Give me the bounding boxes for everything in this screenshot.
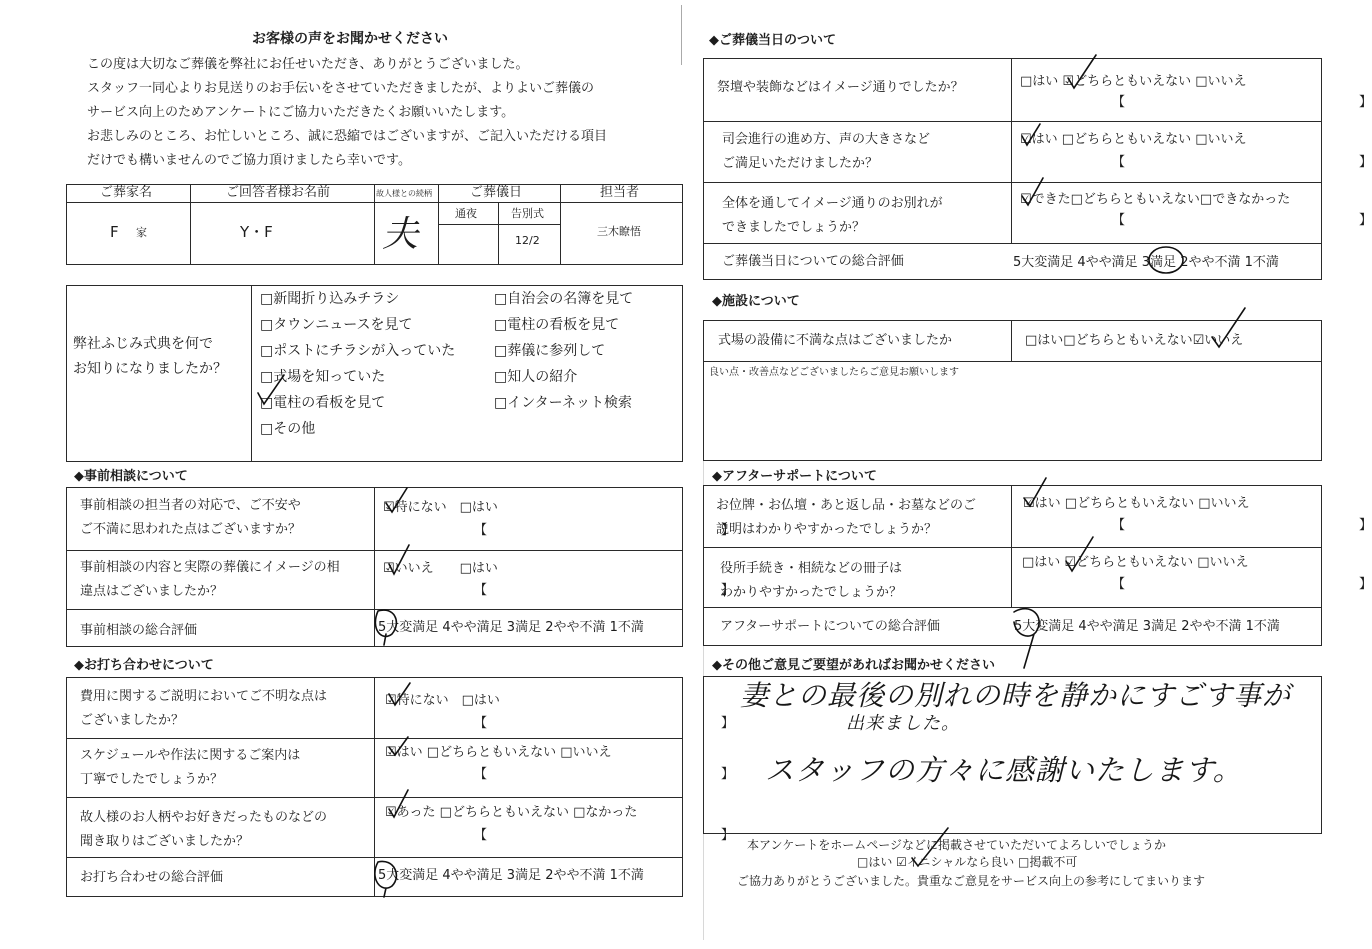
- day-q3-line1: 全体を通してイメージ通りのお別れが: [722, 196, 943, 211]
- after-q1-line1: お位牌・お仏壇・あと返し品・お墓などのご: [716, 498, 977, 513]
- relation-label: 故人様との続柄: [376, 189, 432, 198]
- after-q2-line2: わかりやすかったでしょうか？: [720, 585, 903, 600]
- day-q1: 祭壇や装飾などはイメージ通りでしたか？: [717, 80, 964, 95]
- meet-q1-line1: 費用に関するご説明においてご不明な点は: [80, 689, 328, 704]
- staff-value: 三木瞭悟: [597, 225, 641, 238]
- day-q3-line2: できましたでしょうか？: [722, 220, 866, 235]
- pre-q1-line1: 事前相談の担当者の対応で、ご不安や: [80, 498, 301, 513]
- facility-q1: 式場の設備に不満な点はございましたか: [718, 333, 953, 348]
- after-q2-line1: 役所手続き・相続などの冊子は: [720, 561, 903, 576]
- day-overall-label: ご葬儀当日についての総合評価: [722, 254, 904, 269]
- source-option[interactable]: □ポストにチラシが入っていた: [260, 343, 456, 359]
- day-q2-line1: 司会進行の進め方、声の大きさなど: [722, 132, 931, 147]
- after-q2-options[interactable]: □はい ☑どちらともいえない □いいえ: [1022, 555, 1249, 570]
- source-option[interactable]: □自治会の名簿を見て: [494, 291, 634, 307]
- handwritten-line-1: 妻との最後の別れの時を静かにすごす事が: [740, 679, 1292, 712]
- meet-overall-rating[interactable]: 5大変満足 4やや満足 3満足 2やや不満 1不満: [378, 868, 644, 883]
- after-section-title: ◆アフターサポートについて: [712, 469, 877, 484]
- source-option[interactable]: □タウンニュースを見て: [260, 317, 413, 333]
- meet-q3-line1: 故人様のお人柄やお好きだったものなどの: [80, 810, 328, 825]
- family-value: F: [110, 223, 119, 241]
- pre-q2-options[interactable]: ☑いいえ □はい: [383, 561, 498, 576]
- handwritten-line-2: 出来ました。: [846, 713, 960, 734]
- source-option[interactable]: □式場を知っていた: [260, 369, 386, 385]
- intro-line-5: だけでも構いませんのでご協力頂けましたら幸いです。: [87, 153, 411, 168]
- day-overall-rating[interactable]: 5大変満足 4やや満足 3満足 2やや不満 1不満: [1013, 255, 1279, 270]
- staff-label: 担当者: [600, 185, 640, 200]
- after-q1-options[interactable]: ☑はい □どちらともいえない □いいえ: [1023, 496, 1250, 511]
- meet-section-title: ◆お打ち合わせについて: [74, 658, 214, 673]
- facility-comment-label: 良い点・改善点などございましたらご意見お願いします: [709, 367, 959, 378]
- pre-q2-comment[interactable]: 【 】: [474, 583, 735, 598]
- facility-q1-options[interactable]: □はい□どちらともいえない☑いいえ: [1025, 333, 1244, 348]
- pre-q2-line2: 違点はございましたか？: [80, 584, 224, 599]
- funeral-label: 告別式: [511, 207, 544, 220]
- source-option[interactable]: □知人の紹介: [494, 369, 578, 385]
- intro-line-4: お悲しみのところ、お忙しいところ、誠に恐縮ではございますが、ご記入いただける項目: [87, 129, 608, 144]
- day-q2-options[interactable]: ☑はい □どちらともいえない □いいえ: [1020, 132, 1247, 147]
- wake-label: 通夜: [455, 207, 477, 220]
- page-title: お客様の声をお聞かせください: [252, 31, 448, 47]
- meet-q2-options[interactable]: ☑はい □どちらともいえない □いいえ: [385, 745, 612, 760]
- meet-q2-line2: 丁寧でしたでしょうか？: [80, 772, 224, 787]
- source-question-2: お知りになりましたか？: [73, 361, 227, 377]
- relation-value: 夫: [382, 214, 419, 255]
- intro-line-2: スタッフ一同心よりお見送りのお手伝いをさせていただきましたが、よりよいご葬儀の: [87, 81, 595, 96]
- meet-q1-line2: ございましたか？: [80, 713, 185, 728]
- meet-overall-label: お打ち合わせの総合評価: [80, 870, 224, 885]
- meet-q2-comment[interactable]: 【 】: [474, 767, 735, 782]
- publish-question: 本アンケートをホームページなどに掲載させていただいてよろしいでしょうか: [747, 838, 1167, 852]
- source-option-checked[interactable]: □電柱の看板を見て: [260, 395, 386, 411]
- source-option[interactable]: □その他: [260, 421, 316, 437]
- meet-q2-line1: スケジュールや作法に関するご案内は: [80, 748, 301, 763]
- after-overall-label: アフターサポートについての総合評価: [720, 619, 940, 634]
- source-question-1: 弊社ふじみ式典を何で: [73, 336, 213, 352]
- pre-overall-rating[interactable]: 5大変満足 4やや満足 3満足 2やや不満 1不満: [378, 620, 644, 635]
- pre-q1-options[interactable]: ☑特にない □はい: [383, 500, 498, 515]
- source-option[interactable]: □葬儀に参列して: [494, 343, 606, 359]
- family-label: ご葬家名: [100, 185, 153, 200]
- meet-q1-comment[interactable]: 【 】: [474, 716, 735, 731]
- intro-line-1: この度は大切なご葬儀を弊社にお任せいただき、ありがとうございました。: [87, 57, 529, 72]
- publish-options[interactable]: □はい ☑イニシャルなら良い □掲載不可: [857, 855, 1078, 869]
- family-suffix: 家: [136, 226, 147, 239]
- respondent-label: ご回答者様お名前: [226, 185, 331, 200]
- respondent-value: Y・F: [240, 223, 273, 241]
- pre-overall-label: 事前相談の総合評価: [80, 623, 198, 638]
- after-q1-line2: 説明はわかりやすかったでしょうか？: [716, 522, 938, 537]
- after-overall-rating[interactable]: 5大変満足 4やや満足 3満足 2やや不満 1不満: [1014, 619, 1280, 634]
- source-option[interactable]: □電柱の看板を見て: [494, 317, 620, 333]
- meet-q1-options[interactable]: ☑特にない □はい: [385, 693, 500, 708]
- other-section-title: ◆その他ご意見ご要望があればお聞かせください: [712, 658, 995, 673]
- facility-section-title: ◆施設について: [712, 294, 800, 309]
- day-section-title: ◆ご葬儀当日のついて: [709, 33, 836, 48]
- pre-q1-comment[interactable]: 【 】: [474, 523, 735, 538]
- handwritten-line-3: スタッフの方々に感謝いたします。: [765, 753, 1243, 787]
- source-option[interactable]: □新聞折り込みチラシ: [260, 291, 400, 307]
- intro-line-3: サービス向上のためアンケートにご協力いただきたくお願いいたします。: [87, 105, 515, 120]
- page-fold: [681, 5, 682, 65]
- day-q3-options[interactable]: ☑できた□どちらともいえない□できなかった: [1020, 192, 1291, 207]
- funeral-date: 12/2: [515, 234, 540, 247]
- after-q2-comment[interactable]: 【 】: [1112, 577, 1372, 592]
- meet-q3-comment[interactable]: 【 】: [474, 828, 735, 843]
- date-label: ご葬儀日: [470, 185, 523, 200]
- after-q1-comment[interactable]: 【 】: [1112, 518, 1372, 533]
- thanks-line: ご協力ありがとうございました。貴重なご意見をサービス向上の参考にしてまいります: [737, 874, 1206, 888]
- day-q1-options[interactable]: □はい ☑どちらともいえない □いいえ: [1020, 74, 1247, 89]
- day-q2-comment[interactable]: 【 】: [1112, 155, 1372, 170]
- day-q3-comment[interactable]: 【 】: [1112, 213, 1372, 228]
- day-q1-comment[interactable]: 【 】: [1112, 95, 1372, 110]
- pre-section-title: ◆事前相談について: [74, 469, 188, 484]
- pre-q1-line2: ご不満に思われた点はございますか？: [80, 522, 302, 537]
- source-option[interactable]: □インターネット検索: [494, 395, 632, 411]
- meet-q3-options[interactable]: ☑あった □どちらともいえない □なかった: [385, 805, 638, 820]
- pre-q2-line1: 事前相談の内容と実際の葬儀にイメージの相: [80, 560, 340, 575]
- day-q2-line2: ご満足いただけましたか？: [722, 156, 879, 171]
- meet-q3-line2: 聞き取りはございましたか？: [80, 834, 250, 849]
